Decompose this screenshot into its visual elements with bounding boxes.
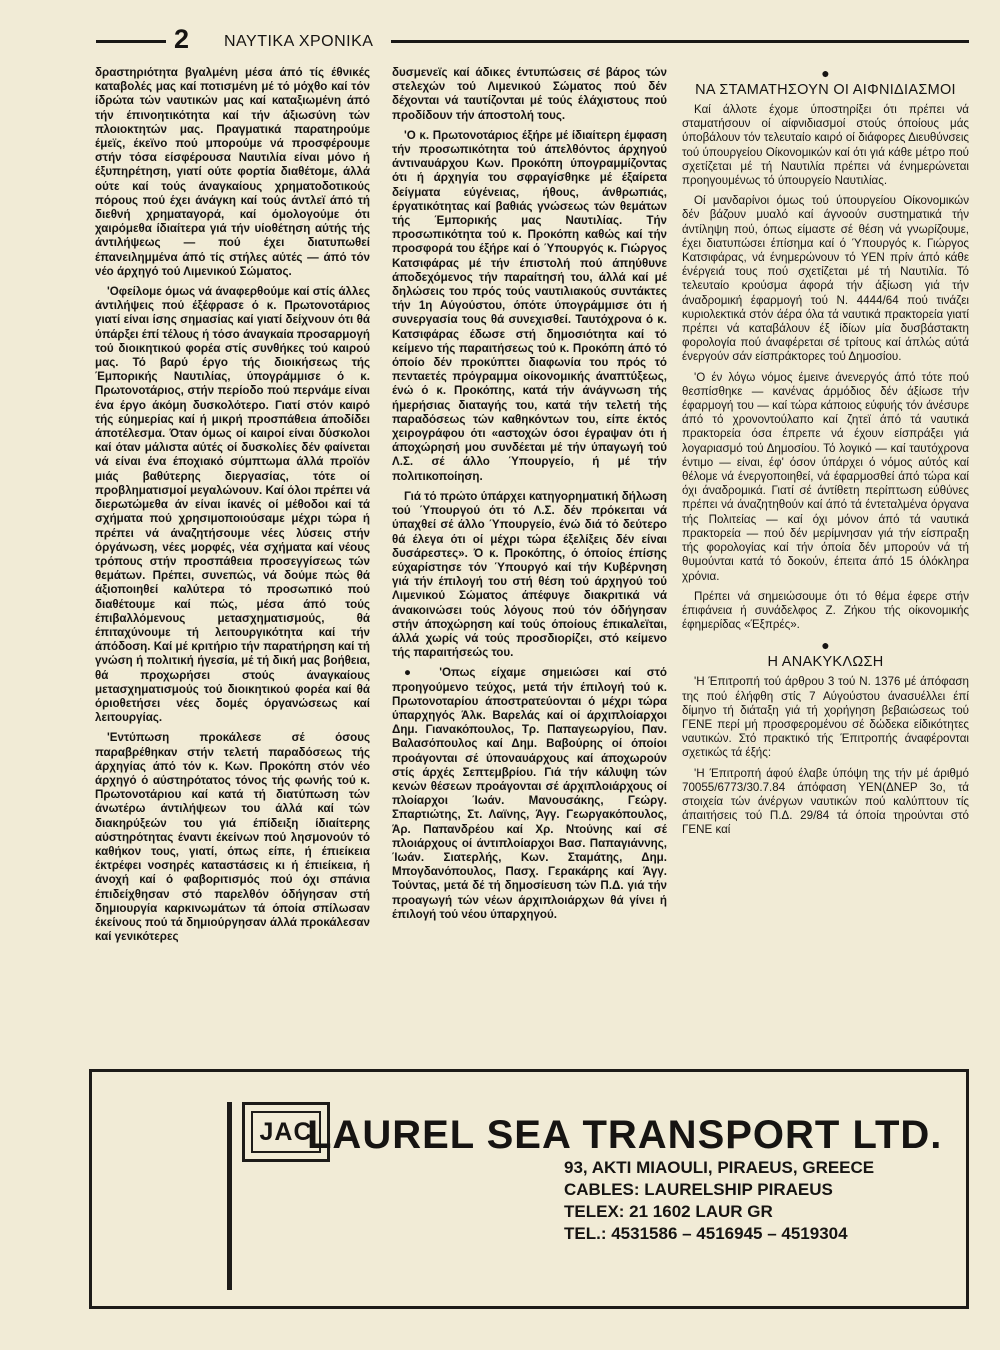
telex-line: TELEX: 21 1602 LAUR GR	[564, 1202, 773, 1221]
section-heading-anakyklosi: Η ΑΝΑΚΥΚΛΩΣΗ	[767, 654, 884, 671]
paragraph: Οί μανδαρίνοι όμως τού ύπουργείου Οίκονομικών δέν βάζουν μυαλό καί άγνοούν συστηματικά τήν άντίληψη πού, όπως είμαστε σέ θέση νά γνωρίζουμε, έχει διατυπώσει έπίσημα καί ό Ύπουργός κ. Γιώργος Κατσιφάρας, νά ένημερώνουν τό ΥΕΝ πρίν άπό κάθε ένέργειά τους πού σχετίζεται μέ τή Ναυτιλία. Τό τελευταίο κρούσμα άφορά τήν άξίωση γιά τήν άναδρομική έφαρμογή τού Ν. 4444/64 πού τινάζει κυριολεκτικά στόν άέρα όλα τά ναυτικά πρακτορεία γιατί πρέπει νά καταβάλουν έξ ίδίων μία δυσβάστακτη φορολογία πού άναφέρεται σέ τρίτους καί άπλώς αύτά ένεργούν σάν είσπράκτορες τού Δημοσίου.	[682, 194, 969, 364]
company-name: LAUREL SEA TRANSPORT LTD.	[307, 1113, 943, 1157]
article-column-3	[682, 66, 969, 1066]
article-column-2	[392, 66, 667, 1066]
publication-title: ΝΑΥΤΙΚΑ ΧΡΟΝΙΚΑ	[224, 33, 374, 50]
cables-line: CABLES: LAURELSHIP PIRAEUS	[564, 1180, 833, 1199]
paragraph: δυσμενεϊς καί άδικες έντυπώσεις σέ βάρος τών στελεχών τού Λιμενικού Σώματος πού δέν δέχονται νά ταυτίζονται μέ τούς έλάχιστους πού προδίδουν τήν άποστολή τους.	[392, 66, 667, 122]
article-column-1	[95, 66, 370, 1066]
contact-block	[564, 1157, 874, 1245]
flag-logo-text: JAC	[259, 1117, 313, 1146]
paragraph: Γιά τό πρώτο ύπάρχει κατηγορηματική δήλωση τού Ύπουργού ότι τό Λ.Σ. δέν πρόκειται νά ύπαχθεί σέ άλλο Ύπουργείο, ένώ διά τό δεύτερο θά έλεγα ότι οί μέχρι τώρα έξελίξεις δέν είναι δυσάρεστες». Ό κ. Προκόπης, ό όποίος έπίσης εύχαρίστησε τόν Ύπουργό καί τήν Κυβέρνηση γιά τήν έπιλογή του στή θέση τού άρχηγού τού Λιμενικού Σώματος άπέφυγε διακριτικά νά άνακοινώσει τούς λόγους πού τόν όδήγησαν στήν άποχώρηση καί τούς όποίους έπικαλεϊται, άλλά χωρίς νά τούς προσδιορίζει, στό κείμενο τής παραιτήσεώς του.	[392, 489, 667, 660]
address-line: 93, AKTI MIAOULI, PIRAEUS, GREECE	[564, 1158, 875, 1177]
paragraph: Πρέπει νά σημειώσουμε ότι τό θέμα έφερε στήν έπιφάνεια ή συνάδελφος Ζ. Ζήκου τής οίκονομικής έφημερίδας «Έξπρές».	[682, 589, 969, 632]
paragraph: 'Εντύπωση προκάλεσε σέ όσους παραβρέθηκαν στήν τελετή παραδόσεως τής άρχηγίας άπό τόν κ. Κων. Προκόπη στόν νέο άρχηγό ό αύστηρότατος τόνος τής φωνής τού κ. Πρωτονοτάριου καί κατά τή διατύπωση τών άνωτέρω άντιλήψεων του άλλά καί τών διακηρύξεών του γιά έπίδειξη ίδιαίτερης αύστηρότητας έναντι έκείνων πού λησμονούν τό καθήκον τους, γιατί, όπως είπε, ή έπιείκεια έκτρέφει νοσηρές καταστάσεις κι ή έπιείκεια, ή άνοχή καί ό φαβοριτισμός πού όχι σπάνια έπιδείχθησαν στό παρελθόν όδήγησαν στή δημιουργία καρκινωμάτων τά όποία σπίλωσαν έκείνους πού τά δημιούργησαν άλλά προκάλεσαν καί γενικότερες	[95, 731, 370, 944]
paragraph: 'Ο κ. Πρωτονοτάριος έξήρε μέ ίδιαίτερη έμφαση τήν προσωπικότητα τού άπελθόντος άρχηγού άντιναυάρχου Κων. Προκόπη ύπογραμμίζοντας ότι ή άρχηγία του σφραγίσθηκε μέ έξαίρετα δείγματα εύγένειας, ήθους, άνθρωπιάς, έργατικότητας καί βαθιάς γνώσεως τών θεμάτων τής Έμπορικής μας Ναυτιλίας. Τήν προσωπικότητα τού κ. Προκόπη καθώς καί τήν προσφορά του έξήρε καί ό Ύπουργός κ. Γιώργος Κατσιφάρας μέ τήν έπιστολή πού άπηύθυνε άποδεχόμενος τήν παραίτησή του, άλλά καί μέ δηλώσεις του πρός τούς ναυτιλιακούς συντάκτες τήν 1η Αύγούστου, όπότε ύπογράμμισε ότι ή συνεργασία τους θά συνεχισθεί. Ταυτόχρονα ό κ. Κατσιφάρας έδωσε στή δημοσιότητα καί τό κείμενο τής παραιτήσεως τού κ. Προκόπη άπό τό όποίο δέν προκύπτει διαφωνία του πρός τό πενταετές πρόγραμμα οίκονομικής άναπτύξεως, ένώ ό κ. Προκόπης, κατά τήν άνάγνωση τής ήμερήσιας διαταγής του, κατά τήν τελετή τής παραδόσεως τών καθηκόντων του, είπε έκτός χειρογράφου ότι «αστοχών όσοι έγραψαν ότι ή άποχώρησή μου συνδέεται μέ τήν ύπαγωγή τού Λ.Σ. σέ άλλο Ύπουργείο, ή μέ τήν πολιτικοποίηση.	[392, 128, 667, 483]
advertisement-box	[89, 1069, 969, 1309]
section-body	[682, 675, 969, 837]
header-rule-right	[391, 40, 969, 43]
section-bullet: ●	[821, 637, 830, 654]
section-body	[682, 103, 969, 632]
paragraph: Καί άλλοτε έχομε ύποστηρίξει ότι πρέπει νά σταματήσουν οί αίφνιδιασμοί στούς όποίους μάς ύποβάλουν τόν τελευταίο καιρό οί διάφορες Διευθύνσεις τού ύπουργείου Οίκονομικών καί ότι γιά κάθε μέτρο πού σχετίζεται μέ τή Ναυτιλία πρέπει νά ένημερώνεται προηγουμένως τό ύπουργείο Ναυτιλίας.	[682, 103, 969, 188]
paragraph: 'Ο έν λόγω νόμος έμεινε άνενεργός άπό τότε πού θεσπίσθηκε — κανένας άρμόδιος δέν άξίωσε τήν έφαρμογή του — καί τώρα κάποιος εύφυής τόν άνέσυρε άπό τό χρονοντούλαπο καί ζητεϊ άπό τά ναυτικά πρακτορεία όσα έπρεπε νά έχουν είσπράξει γιά λογαριασμό τού Δημοσίου. Τό λογικό — καί ταυτόχρονα έντιμο — είναι, έφ' όσον ύπάρχει ό νόμος αύτός καί θέλομε νά ένεργοποιηθεί, νά έφαρμοσθεί άπό τώρα καί όχι άναδρομικά. Γιατί σέ άντίθετη περίπτωση εύθύνες πρέπει νά άναζητηθούν καί άπό τά έντεταλμένα όργανα τής Πολιτείας — καί όχι μόνον άπό τά ναυτικά πρακτορεία — πού δέν μερίμνησαν γιά τήν είσπραξη τής φορολογίας καί τήν όποία δέν μπορούν νά τή θυμούνται κατά τό δοκούν, έπειτα άπό 15 όλόκληρα χρόνια.	[682, 370, 969, 583]
paragraph: 'Η Έπιτροπή τού άρθρου 3 τού Ν. 1376 μέ άπόφαση της πού έλήφθη στίς 7 Αύγούστου άνασυέλλει έπί δίμηνο τή διάταξη γιά τή χορήγηση βεβαιώσεως τού ΓΕΝΕ περί μή προσφερομένου σέ δώδεκα είδικότητες ναυτικών. Στό πρακτικό τής Έπιτροπής άναφέρονται σχετικώς τά έξής:	[682, 675, 969, 760]
paragraph: 'Οφείλομε όμως νά άναφερθούμε καί στίς άλλες άντιλήψεις πού έξέφρασε ό κ. Πρωτονοτάριος γιατί είναι ίσης σημασίας καί γιατί δείχνουν ότι θά ύπάρξει έπί τέλους ή τόσο άναγκαία προσαρμογή τού διοικητικού φορέα στίς συνθήκες τού καιρού μας. Τό βαρύ έργο τής διοικήσεως τής Έμπορικής Ναυτιλίας, ύπογράμμισε ό κ. Πρωτονοτάριος, στήν περίοδο πού περνάμε είναι ένα έργο άκόμη δυσκολότερο. Γιατί στόν καιρό τής εύημερίας καί ή μικρή προσπάθεια άποδίδει άποτέλεσμα. Όταν όμως οί καιροί είναι δύσκολοι καί όταν μάλιστα αύτές οί δυσκολίες δέν φαίνεται νά είναι ένα έποχιακό σύμπτωμα άλλά προϊόν μιάς βαθύτερης διεργασίας, τότε οί προβληματισμοί μεγαλώνουν. Καί όλοι πρέπει νά διερωτώμεθα άν είναι ίκανές οί μέθοδοι καί τά σχήματα πού χρησιμοποιούσαμε μέχρι τώρα ή πρέπει νά άναζητήσουμε νέες λύσεις στήν όργάνωση, νέες μορφές, νέα σχήματα καί νέους τρόπους στήν προσπάθεια προσεγγίσεως τών θεμάτων. Πρέπει, συνεπώς, νά δούμε πώς θά άξιοποιηθεί καλύτερα τό προσωπικό πού διαθέτουμε καί πώς, μέσα άπό τούς έπιβαλλόμενους μετασχηματισμούς, θά έπιταχύνουμε τή λειτουργικότητα καί τήν άπόδοση. Καί μέ κριτήριο τήν παρατήρηση καί τή γνώση ή πολιτική ήγεσία, μέ τή δική μας βοήθεια, θά προχωρήσει στούς άναγκαίους μετασχηματισμούς τού διοικητικού φορέα καί θά όριοθετήσει νέες δομές όργανώσεως καί λειτουργίας.	[95, 285, 370, 725]
paragraph: ● 'Οπως είχαμε σημειώσει καί στό προηγούμενο τεύχος, μετά τήν έπιλογή τού κ. Πρωτονοταρίου άποστρατεύονται ό μέχρι τώρα ύπαρχηγός Άλκ. Βαρελάς καί οί άρχιπλοίαρχοι Δημ. Γιανακόπουλος, Τρ. Παπαγεωργίου, Παν. Βαλασόπουλος καί Δημ. Βαβούρης οί όποίοι προάγονται σέ ύποναυάρχους καί άποχωρούν στίς άρχές Σεπτεμβρίου. Γιά τήν κάλυψη τών κενών θέσεων προάγονται σέ άρχιπλοιάρχους οί πλοίαρχοι Ίωάν. Μανουσάκης, Γεώργ. Σπαρτιώτης, Στ. Λαϊνης, Άγγ. Γεωργακόπουλος, Άρ. Παπανδρέου καί Χρ. Ντούνης καί σέ πλοιάρχους οί άντιπλοίαρχοι Βασ. Παπαγιάννης, Ίωάν. Σιατερλής, Κων. Σταμάτης, Δημ. Μπογδανόπουλος, Πασχ. Γερακάρης καί Άγγ. Τούντας, μετά δέ τή δημοσίευση τών Π.Δ. γιά τήν προαγωγή τών νέων άρχιπλοιάρχων θά γίνει ή έπιλογή τού νέου ύπαρχηγού.	[392, 666, 667, 921]
page-header	[96, 26, 969, 56]
tel-line: TEL.: 4531586 – 4516945 – 4519304	[564, 1224, 848, 1243]
flagpole-icon	[227, 1102, 232, 1290]
paragraph: δραστηριότητα βγαλμένη μέσα άπό τίς έθνικές καταβολές μας καί ποτισμένη μέ τό μόχθο καί τόν ίδρώτα τών ναυτικών μας καί καταξιωμένη άπό τήν έπινοητικότητα καί τήν άξιωσύνη τών πλοιοκτητών μας. Πραγματικά παρατηρούμε έμεϊς, έκεϊνο πού μπορούμε νά προσφέρουμε στήν τόσα είσφέρουσα Ναυτιλία είναι μόνο ή έξυπηρέτηση, γιατί ούτε φορτία διαθέτομε, άλλά ούτε καί τούς άναγκαίους χρηματοδοτικούς πόρους πού έχει άνάγκη καί τούς άντλεϊ άπό τή διεθνή χρηματαγορά, καί όμολογούμε ότι χαιρόμεθα ίδιαίτερα γιά τήν υίοθέτηση αύτής τής άντιλήψεως — πού έχει διατυπωθεί έπανειλημμένα άπό τίς στήλες αύτές — άπό τόν νέο άρχηγό τού Λιμενικού Σώματος.	[95, 66, 370, 278]
paragraph: 'Η Έπιτροπή άφού έλαβε ύπόψη της τήν μέ άριθμό 70055/6773/30.7.84 άπόφαση ΥΕΝ(ΔΝΕΡ 3ο, τά στοιχεία τών άνέργων ναυτικών πού καλύπτουν τίς άπαιτήσεις τού Π.Δ. 29/84 τά όποία τηρούνται στό ΓΕΝΕ καί	[682, 766, 969, 837]
section-bullet: ●	[821, 66, 830, 81]
header-rule-left	[96, 40, 166, 43]
section-heading-aifnidiasmoi: ΝΑ ΣΤΑΜΑΤΗΣΟΥΝ ΟΙ ΑΙΦΝΙΔΙΑΣΜΟΙ	[695, 82, 956, 98]
page-number: 2	[174, 24, 190, 54]
